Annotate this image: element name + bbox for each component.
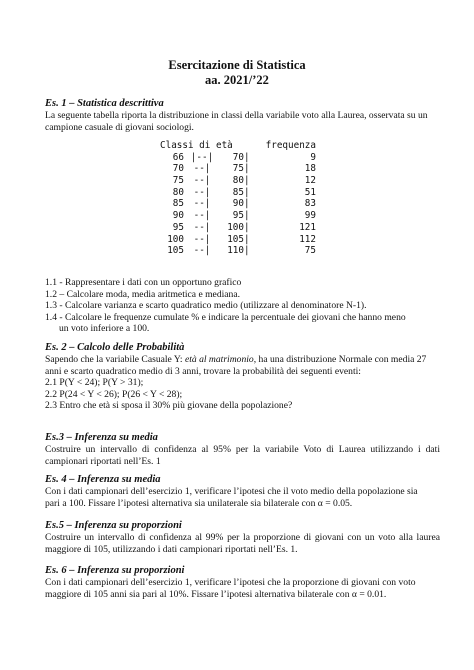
- class-lower-bound: 105: [167, 245, 184, 257]
- class-separator: |--|: [190, 151, 214, 163]
- class-lower-bound: 70: [172, 163, 184, 175]
- class-upper-bound: 90: [232, 198, 244, 210]
- class-close: |: [244, 151, 250, 163]
- frequency-value: 112: [299, 233, 316, 245]
- frequency-value: 12: [304, 175, 316, 187]
- document-title: Esercitazione di Statistica: [168, 58, 306, 72]
- table-row: [160, 152, 316, 164]
- class-upper-bound: 100: [227, 221, 244, 233]
- es4-text-line1: Con i dati campionari dell’esercizio 1, verificare l’ipotesi che il voto medio della popolazione sia: [45, 486, 418, 497]
- class-close: |: [244, 210, 250, 222]
- class-close: |: [244, 186, 250, 198]
- es5-heading: Es.5 – Inferenza su proporzioni: [45, 520, 182, 531]
- es2-q3: 2.3 Entro che età si sposa il 30% più giovane della popolazione?: [45, 400, 293, 411]
- class-close: |: [244, 175, 250, 187]
- es6-heading: Es. 6 – Inferenza su proporzioni: [45, 565, 185, 576]
- es6-text-line1: Con i dati campionari dell’esercizio 1, verificare l’ipotesi che la proporzione di giovani con voto: [45, 577, 416, 588]
- class-lower-bound: 90: [172, 210, 184, 222]
- class-upper-bound: 75: [232, 163, 244, 175]
- table-row: [160, 163, 316, 175]
- class-close: |: [244, 245, 250, 257]
- class-lower-bound: 75: [172, 175, 184, 187]
- es2-q1: 2.1 P(Y < 24); P(Y > 31);: [45, 377, 144, 388]
- class-upper-bound: 80: [232, 175, 244, 187]
- es3-text: Costruire un intervallo di confidenza al 95% per la variabile Voto di Laurea utilizzando i dati campionari riportati nell’Es. 1: [45, 444, 440, 467]
- es2-q2: 2.2 P(24 < Y < 26); P(26 < Y < 28);: [45, 388, 183, 400]
- class-upper-bound: 110: [227, 245, 244, 257]
- es4-heading: Es. 4 – Inferenza su media: [45, 474, 161, 485]
- table-row: [160, 198, 316, 210]
- frequency-value: 121: [299, 221, 316, 233]
- class-close: |: [244, 233, 250, 245]
- class-upper-bound: 85: [232, 186, 244, 198]
- es1-intro: La seguente tabella riporta la distribuzione in classi della variabile voto alla Laurea, osservata su un campione casuale di giovani sociologi.: [45, 110, 428, 133]
- frequency-table: [160, 140, 316, 257]
- class-separator: --|: [193, 163, 211, 175]
- table-row: [160, 210, 316, 222]
- class-lower-bound: 66: [172, 151, 184, 163]
- class-separator: --|: [193, 221, 211, 233]
- class-close: |: [244, 163, 250, 175]
- class-upper-bound: 95: [232, 210, 244, 222]
- frequency-value: 83: [304, 198, 316, 210]
- es2-heading: Es. 2 – Calcolo delle Probabilità: [45, 342, 185, 353]
- es4-text-line2: pari a 100. Fissare l’ipotesi alternativa sia unilaterale sia bilaterale con α = 0.05.: [45, 497, 353, 509]
- table-row: [160, 222, 316, 234]
- variable-name: età al matrimonio: [184, 354, 254, 365]
- frequency-value: 75: [304, 245, 316, 257]
- class-separator: --|: [193, 245, 211, 257]
- frequency-value: 18: [304, 163, 316, 175]
- table-row: [160, 187, 316, 199]
- es5-text: Costruire un intervallo di confidenza al 99% per la proporzione di giovani con un voto alla laurea maggiore di 105, utilizzando i dati campionari riportati nell’Es. 1.: [45, 532, 440, 555]
- class-upper-bound: 70: [232, 151, 244, 163]
- class-separator: --|: [193, 198, 211, 210]
- es1-q4-continued: un voto inferiore a 100.: [59, 323, 150, 334]
- frequency-value: 9: [310, 151, 316, 163]
- es1-heading: Es. 1 – Statistica descrittiva: [45, 98, 164, 109]
- table-row: [160, 234, 316, 246]
- es6-text-line2: maggiore di 105 anni sia pari al 10%. Fissare l’ipotesi alternativa bilaterale con α = 0.01.: [45, 588, 387, 600]
- es3-heading: Es.3 – Inferenza su media: [45, 432, 158, 443]
- class-lower-bound: 95: [172, 221, 184, 233]
- es1-q1: 1.1 - Rappresentare i dati con un opportuno grafico: [45, 277, 242, 288]
- class-separator: --|: [193, 186, 211, 198]
- table-body: [160, 152, 316, 257]
- class-lower-bound: 80: [172, 186, 184, 198]
- class-separator: --|: [193, 210, 211, 222]
- table-row: [160, 245, 316, 257]
- class-close: |: [244, 198, 250, 210]
- class-lower-bound: 85: [172, 198, 184, 210]
- frequency-value: 99: [304, 210, 316, 222]
- class-separator: --|: [193, 175, 211, 187]
- table-row: [160, 175, 316, 187]
- es1-q4: 1.4 - Calcolare le frequenze cumulate % e indicare la percentuale dei giovani che hanno meno: [45, 311, 406, 323]
- class-lower-bound: 100: [167, 233, 184, 245]
- academic-year: aa. 2021/’22: [205, 73, 269, 87]
- col-frequency-header: frequenza: [265, 140, 316, 151]
- class-upper-bound: 105: [227, 233, 244, 245]
- frequency-value: 51: [304, 186, 316, 198]
- col-classes-header: Classi di età: [160, 140, 233, 151]
- table-header: [160, 140, 316, 152]
- es2-intro: Sapendo che la variabile Casuale Y: età al matrimonio, ha una distribuzione Normale con media 27 anni e scarto quadratico medio di 3 anni, trovare la probabilità dei seguenti eventi:: [45, 354, 427, 377]
- es1-q3: 1.3 - Calcolare varianza e scarto quadratico medio (utilizzare al denominatore N-1).: [45, 300, 367, 311]
- class-close: |: [244, 221, 250, 233]
- es1-q2: 1.2 – Calcolare moda, media aritmetica e mediana.: [45, 288, 240, 300]
- class-separator: --|: [193, 233, 211, 245]
